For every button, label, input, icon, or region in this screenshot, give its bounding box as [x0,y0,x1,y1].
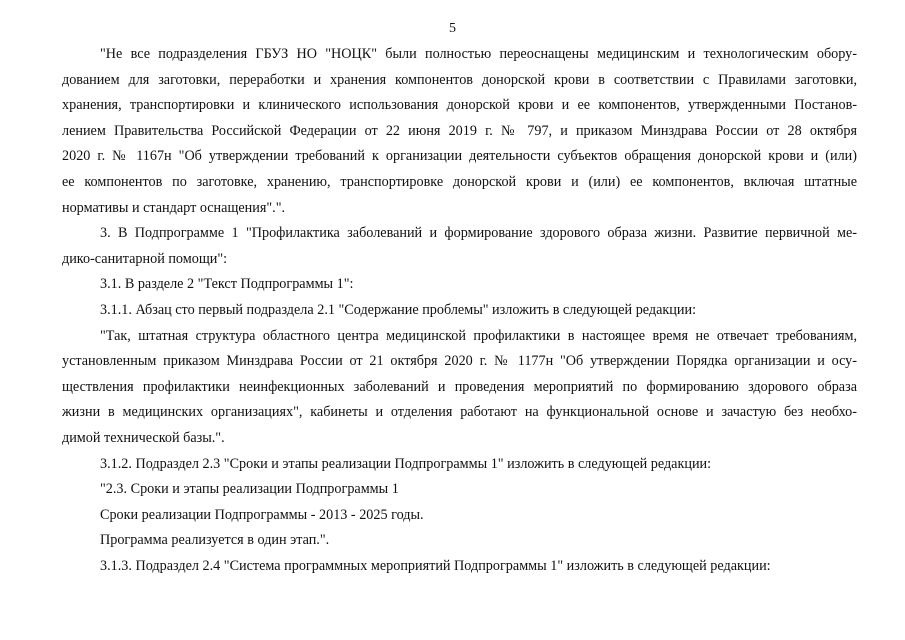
text-line: димой технической базы.". [62,429,225,446]
text-line: жизни в медицинских организациях", кабинеты и отделения работают на функциональной основе и зачастую без необхо- [62,404,857,421]
text-line: "Не все подразделения ГБУЗ НО "НОЦК" были полностью переоснащены медицинским и технологическим обору- [100,46,857,62]
text-line: хранения, транспортировки и клинического использования донорской крови и ее компонентов, утвержденными Постанов- [62,97,857,114]
text-line: ее компонентов по заготовке, хранению, транспортировке донорской крови и (или) ее компонентов, включая штатные [62,173,857,190]
text-line: лением Правительства Российской Федерации от 22 июня 2019 г. № 797, и приказом Минздрава России от 28 октября [62,122,857,139]
text-line: 3. В Подпрограмме 1 "Профилактика заболеваний и формирование здорового образа жизни. Развитие первичной ме- [100,225,857,242]
text-line: 3.1.1. Абзац сто первый подраздела 2.1 "Содержание проблемы" изложить в следующей редакции: [100,301,697,318]
text-line: 2020 г. № 1167н "Об утверждении требований к организации деятельности субъектов обращения донорской крови и (или) [62,148,857,165]
text-line: дованием для заготовки, переработки и хранения компонентов донорской крови в соответствии с Правилами заготовки, [62,71,857,88]
text-line: установленным приказом Минздрава России от 21 октября 2020 г. № 1177н "Об утверждении Порядка организации и осу- [62,353,857,370]
text-line: 3.1.2. Подраздел 2.3 "Сроки и этапы реализации Подпрограммы 1" изложить в следующей редакции: [100,455,712,472]
text-line: 3.1. В разделе 2 "Текст Подпрограммы 1": [100,276,354,293]
text-line: нормативы и стандарт оснащения".". [62,199,286,216]
text-line: "Так, штатная структура областного центра медицинской профилактики в настоящее время не отвечает требованиям, [100,327,857,344]
text-line: 3.1.3. Подраздел 2.4 "Система программных мероприятий Подпрограммы 1" изложить в следующей редакции: [100,557,771,574]
text-line: дико-санитарной помощи": [62,250,228,267]
document-body [62,42,857,579]
text-line: Сроки реализации Подпрограммы - 2013 - 2025 годы. [100,506,424,523]
page-number: 5 [449,21,456,36]
text-line: Программа реализуется в один этап.". [100,532,330,549]
text-line: ществления профилактики неинфекционных заболеваний и проведения мероприятий по формированию здорового образа [62,378,857,395]
text-line: "2.3. Сроки и этапы реализации Подпрограммы 1 [100,481,399,498]
